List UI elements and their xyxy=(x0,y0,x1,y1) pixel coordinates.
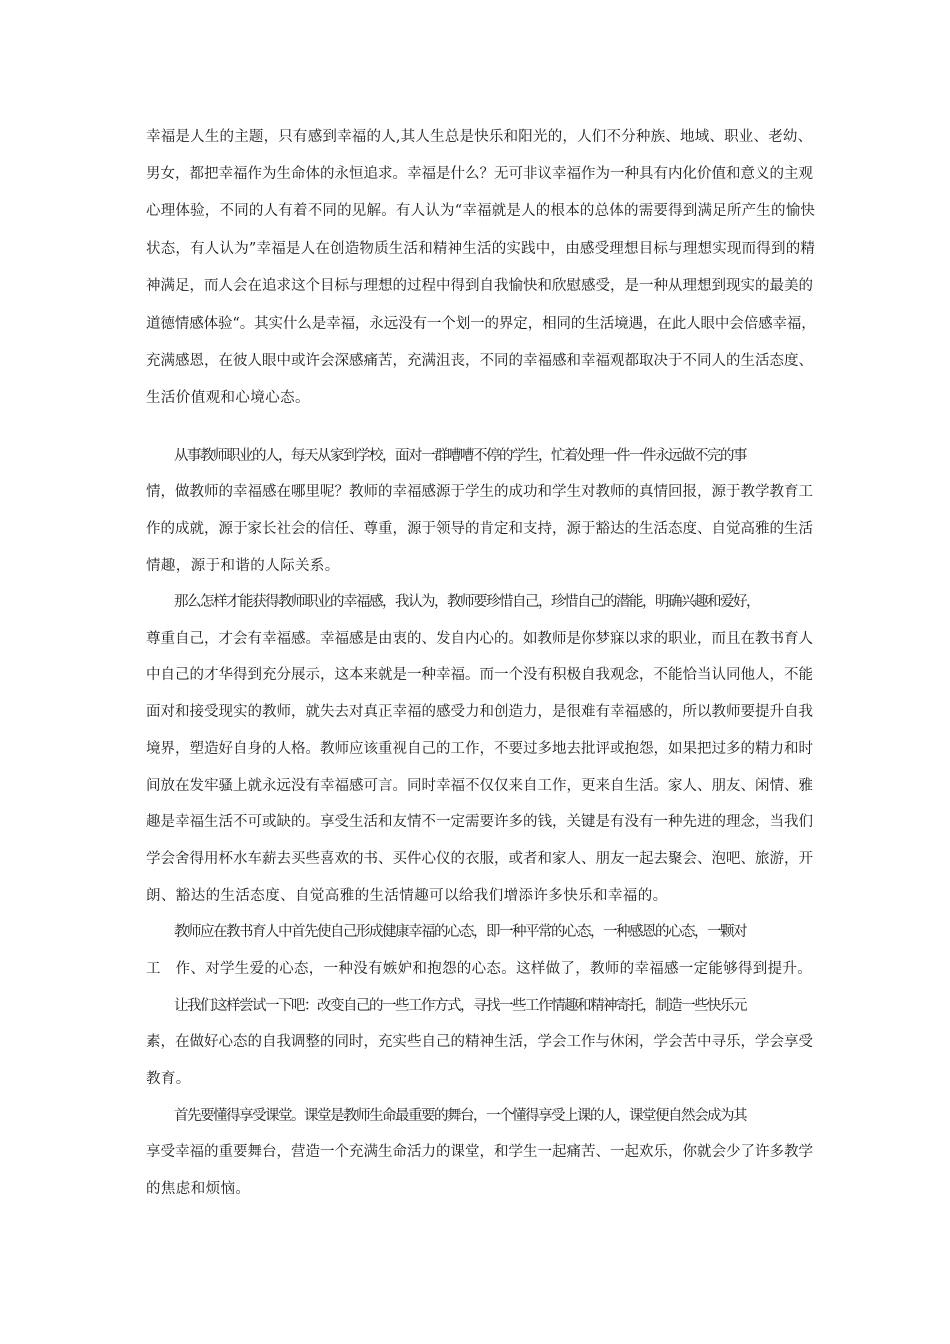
text-line: 尊重自己，才会有幸福感。幸福感是由衷的、发自内心的。如教师是你梦寐以求的职业，而且在教书育人 xyxy=(146,631,813,647)
text-line: 工 作、对学生爱的心态，一种没有嫉妒和抱怨的心态。这样做了，教师的幸福感一定能够得到提升。 xyxy=(146,961,812,977)
text-line: 让我们这样尝试一下吧：改变自己的一些工作方式，寻找一些工作情趣和精神寄托，制造一些快乐元 xyxy=(174,998,746,1014)
text-line: 享受幸福的重要舞台，营造一个充满生命活力的课堂，和学生一起痛苦、一起欢乐，你就会少了许多教学 xyxy=(146,1144,813,1160)
text-line: 素，在做好心态的自我调整的同时，充实些自己的精神生活，学会工作与休闲，学会苦中寻乐，学会享受 xyxy=(146,1034,813,1050)
text-line: 学会舍得用杯水车薪去买些喜欢的书、买件心仪的衣服，或者和家人、朋友一起去聚会、泡吧、旅游，开 xyxy=(146,851,813,867)
text-line: 首先要懂得享受课堂。课堂是教师生命最重要的舞台，一个懂得享受上课的人，课堂便自然会成为其 xyxy=(174,1108,746,1124)
text-line: 面对和接受现实的教师，就失去对真正幸福的感受力和创造力，是很难有幸福感的，所以教师要提升自我 xyxy=(146,704,813,720)
text-line: 那么怎样才能获得教师职业的幸福感，我认为，教师要珍惜自己，珍惜自己的潜能，明确兴趣和爱好， xyxy=(174,594,759,610)
text-line: 教师应在教书育人中首先使自己形成健康幸福的心态，即一种平常的心态，一种感恩的心态，一颗对 xyxy=(174,924,746,940)
text-line: 情趣，源于和谐的人际关系。 xyxy=(146,558,340,574)
text-line: 神满足，而人会在追求这个目标与理想的过程中得到自我愉快和欣慰感受，是一种从理想到现实的最美的 xyxy=(146,278,813,294)
text-line: 的焦虑和烦恼。 xyxy=(146,1181,251,1197)
text-line: 中自己的才华得到充分展示，这本来就是一种幸福。而一个没有积极自我观念，不能恰当认同他人，不能 xyxy=(146,667,813,683)
text-line: 男女，都把幸福作为生命体的永恒追求。幸福是什么？无可非议幸福作为一种具有内化价值和意义的主观 xyxy=(146,166,813,182)
text-line: 充满感恩，在彼人眼中或许会深感痛苦，充满沮丧，不同的幸福感和幸福观都取决于不同人的生活态度、 xyxy=(146,353,813,369)
text-line: 心理体验，不同的人有着不同的见解。有人认为“幸福就是人的根本的总体的需要得到满足所产生的愉快 xyxy=(146,203,816,219)
text-line: 情，做教师的幸福感在哪里呢？教师的幸福感源于学生的成功和学生对教师的真情回报，源于教学教育工 xyxy=(146,484,813,500)
text-line: 境界，塑造好自身的人格。教师应该重视自己的工作，不要过多地去批评或抱怨，如果把过多的精力和时 xyxy=(146,741,813,757)
text-line: 状态，有人认为”幸福是人在创造物质生活和精神生活的实践中，由感受理想目标与理想实现而得到的精 xyxy=(146,241,816,257)
text-line: 朗、豁达的生活态度、自觉高雅的生活情趣可以给我们增添许多快乐和幸福的。 xyxy=(146,888,668,904)
text-line: 道德情感体验“。其实什么是幸福，永远没有一个划一的界定，相同的生活境遇，在此人眼中会倍感幸福， xyxy=(146,316,816,332)
text-line: 生活价值观和心境心态。 xyxy=(146,390,310,406)
text-line: 从事教师职业的人，每天从家到学校，面对一群嘈嘈不停的学生，忙着处理一件一件永远做不完的事 xyxy=(174,448,746,464)
text-line: 教育。 xyxy=(146,1071,191,1087)
text-line: 间放在发牢骚上就永远没有幸福感可言。同时幸福不仅仅来自工作，更来自生活。家人、朋友、闲情、雅 xyxy=(146,778,813,794)
text-line: 作的成就，源于家长社会的信任、尊重，源于领导的肯定和支持，源于豁达的生活态度、自觉高雅的生活 xyxy=(146,521,813,537)
text-line: 趣是幸福生活不可或缺的。享受生活和友情不一定需要许多的钱，关键是有没有一种先进的理念，当我们 xyxy=(146,814,813,830)
text-line: 幸福是人生的主题，只有感到幸福的人,其人生总是快乐和阳光的，人们不分种族、地域、职业、老幼、 xyxy=(146,129,813,145)
